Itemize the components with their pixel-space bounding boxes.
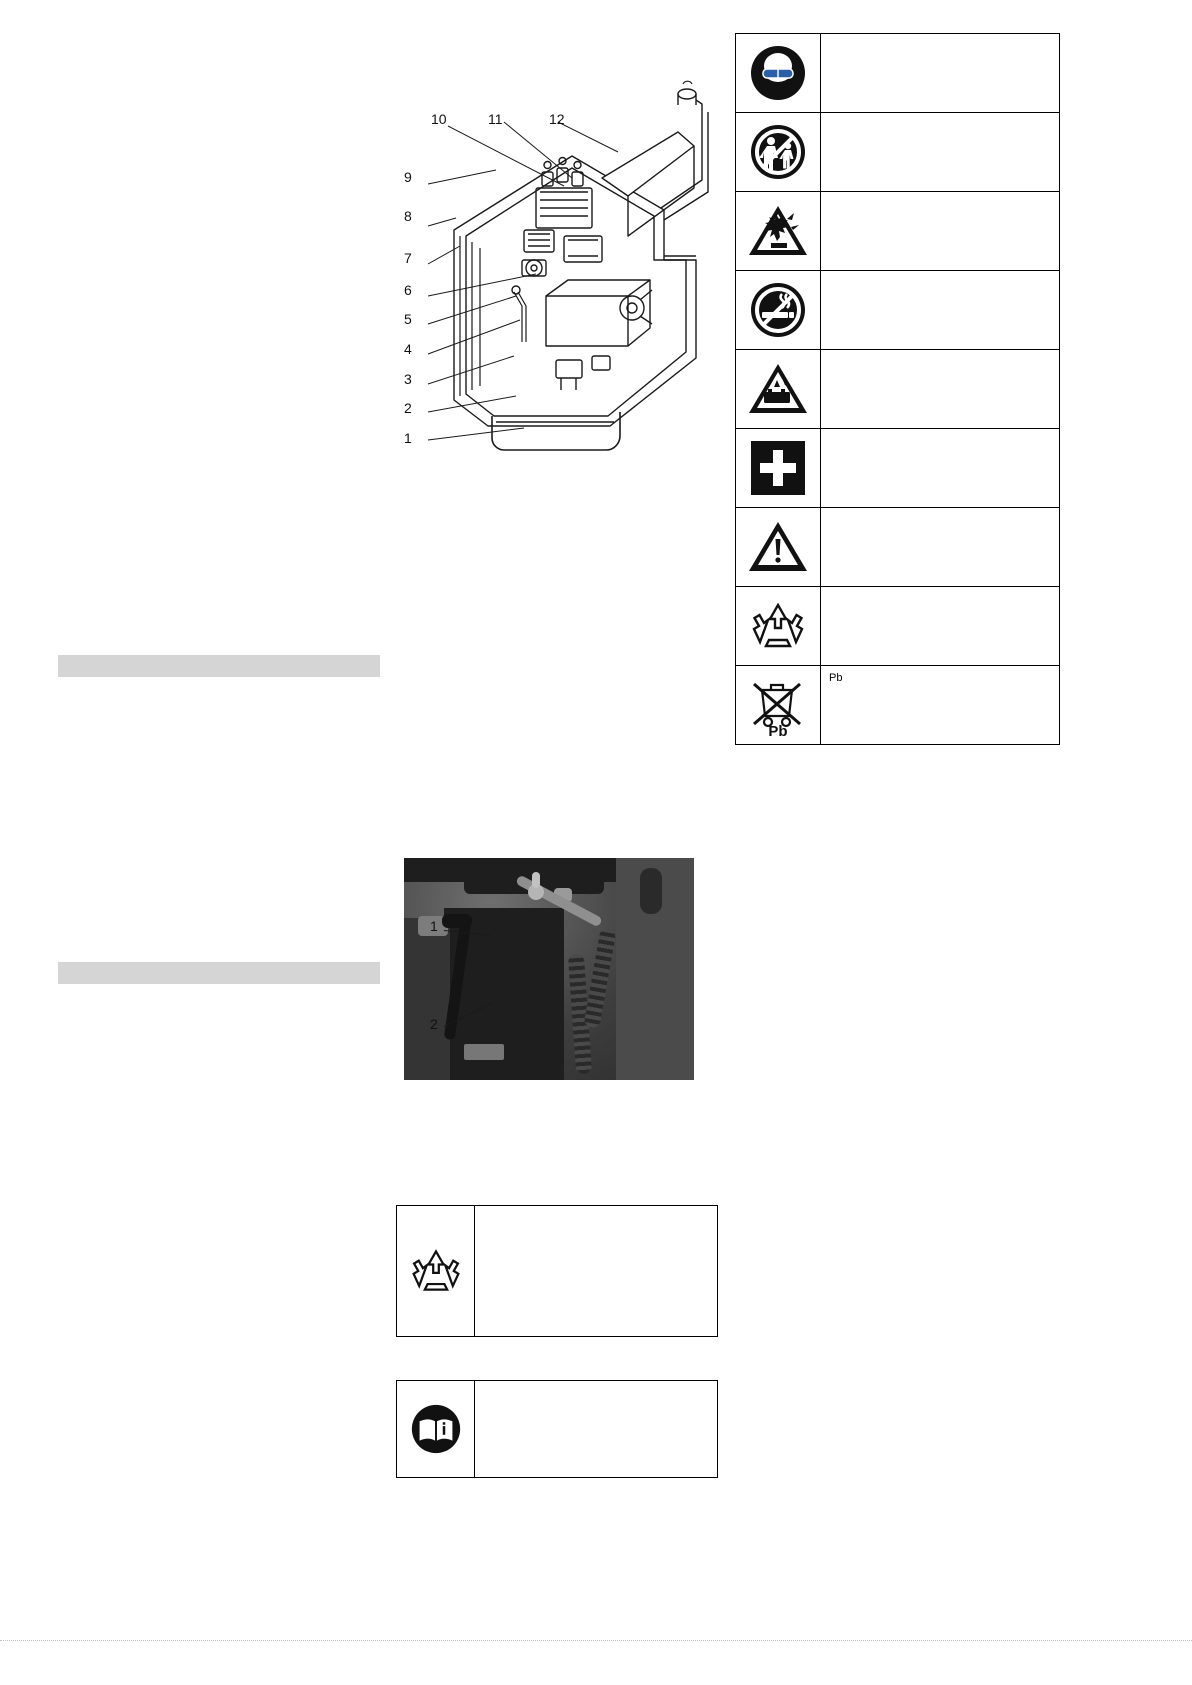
table-cell-text [821,271,1059,349]
explosion-hazard-icon [736,192,821,270]
callout-12: 12 [549,111,565,127]
no-disposal-lead-icon [736,666,821,744]
callout-10: 10 [431,111,447,127]
callout-5: 5 [404,311,412,327]
read-manual-icon [397,1381,475,1477]
table-row [736,34,1059,113]
callout-2: 2 [404,400,412,416]
callout-8: 8 [404,208,412,224]
footer-divider [0,1640,1192,1641]
no-smoking-no-fire-icon [736,271,821,349]
section-heading-1 [58,655,380,677]
safety-symbol-table [735,33,1060,745]
photo-callout-2: 2 [430,1016,438,1032]
table-cell-text [821,429,1059,507]
battery-acid-warning-icon [736,350,821,428]
callout-9: 9 [404,169,412,185]
callout-6: 6 [404,282,412,298]
table-row [736,587,1059,666]
photo-callout-1: 1 [430,918,438,934]
callout-3: 3 [404,371,412,387]
table-cell-text [821,508,1059,586]
callout-7: 7 [404,250,412,266]
table-cell-text: Pb [829,672,843,684]
recycling-note-box [396,1205,718,1337]
recycling-icon [397,1206,475,1336]
table-row [736,192,1059,271]
callout-11: 11 [488,111,503,127]
recycling-icon [736,587,821,665]
note-text [475,1381,717,1477]
read-manual-note-box [396,1380,718,1478]
machine-detail-photo [404,858,694,1080]
no-children-icon [736,113,821,191]
general-warning-icon [736,508,821,586]
table-cell-text [821,34,1059,112]
table-cell-text [821,113,1059,191]
table-cell-text [821,192,1059,270]
callout-4: 4 [404,341,412,357]
table-cell-text [821,350,1059,428]
table-row [736,666,1059,745]
table-row [736,508,1059,587]
table-row [736,429,1059,508]
lead-label: Pb [768,723,788,738]
table-cell-text [821,587,1059,665]
table-row [736,350,1059,429]
first-aid-icon [736,429,821,507]
table-row [736,271,1059,350]
section-heading-2 [58,962,380,984]
table-row [736,113,1059,192]
callout-1: 1 [404,430,412,446]
safety-glasses-icon [736,34,821,112]
note-text [475,1206,717,1336]
